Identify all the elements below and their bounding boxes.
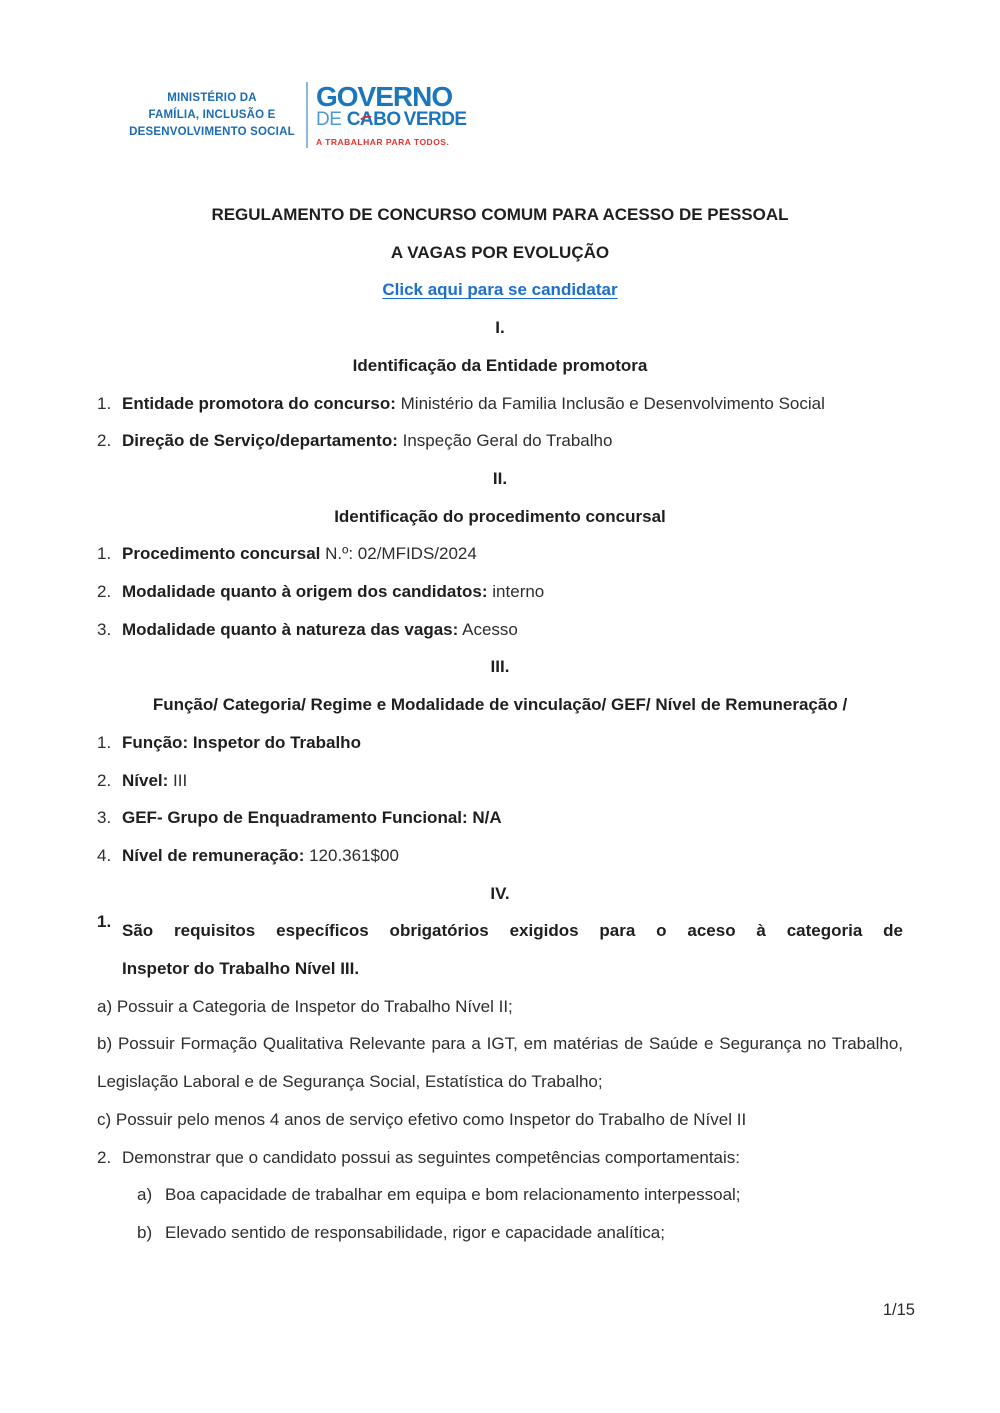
item-text xyxy=(122,762,903,800)
section1-numeral: I. xyxy=(495,318,505,338)
item-text xyxy=(122,385,903,423)
item-letter: a) xyxy=(137,1185,153,1205)
item-text: Demonstrar que o candidato possui as seguintes competências comportamentais: xyxy=(122,1147,741,1167)
page-title-line2: A VAGAS POR EVOLUÇÃO xyxy=(390,242,610,262)
section3-heading: Função/ Categoria/ Regime e Modalidade de vinculação/ GEF/ Nível de Remuneração / xyxy=(152,695,848,715)
item-label: Entidade promotora do concurso: xyxy=(122,393,396,413)
item-value: Ministério da Familia Inclusão e Desenvolvimento Social xyxy=(400,393,825,413)
logo-verde-text: VERDE xyxy=(403,108,467,130)
item-number: 1. xyxy=(97,544,112,564)
item-number: 2. xyxy=(97,770,112,790)
list-item xyxy=(97,762,903,800)
logo-cabo-verde-text xyxy=(316,108,467,130)
point-a: a) Possuir a Categoria de Inspetor do Trabalho Nível II; xyxy=(97,996,513,1016)
ministry-line: MINISTÉRIO DA xyxy=(167,91,257,104)
logo-de-text: DE xyxy=(316,108,342,130)
requirement-line2: Inspetor do Trabalho Nível III. xyxy=(122,959,360,979)
section2-numeral: II. xyxy=(492,468,508,488)
list-item xyxy=(97,385,903,423)
list-item xyxy=(97,799,903,837)
item-number: 1. xyxy=(97,393,112,413)
item-text xyxy=(122,799,903,837)
item-text: Elevado sentido de responsabilidade, rigor e capacidade analítica; xyxy=(165,1222,665,1242)
list-item xyxy=(97,837,903,875)
item-value: interno xyxy=(492,582,545,602)
item-number: 2. xyxy=(97,1147,112,1167)
item-text xyxy=(122,837,903,875)
ministry-logo-text xyxy=(124,90,300,141)
item-value: Inspeção Geral do Trabalho xyxy=(402,431,613,451)
item-text xyxy=(122,422,903,460)
sub-list-item xyxy=(97,1214,903,1252)
requirement-paragraph xyxy=(97,912,903,987)
item-label: Função: Inspetor do Trabalho xyxy=(122,732,361,752)
item-number: 3. xyxy=(97,808,112,828)
logo-tagline: A TRABALHAR PARA TODOS. xyxy=(316,136,450,147)
apply-link[interactable]: Click aqui para se candidatar xyxy=(382,280,618,300)
item-label: Nível: xyxy=(122,770,169,790)
list-item xyxy=(97,422,903,460)
item-text xyxy=(122,611,903,649)
item-number: 4. xyxy=(97,845,112,865)
list-item xyxy=(97,535,903,573)
item-label: Direção de Serviço/departamento: xyxy=(122,431,398,451)
item-number: 2. xyxy=(97,431,112,451)
page-title-line1: REGULAMENTO DE CONCURSO COMUM PARA ACESSO DE PESSOAL xyxy=(211,205,789,224)
item-text xyxy=(122,573,903,611)
list-item xyxy=(97,573,903,611)
logo-cabo-text: CABO xyxy=(346,108,401,130)
list-item xyxy=(97,724,903,762)
item-value: Acesso xyxy=(462,619,518,639)
page-number: 1/15 xyxy=(882,1301,915,1319)
ministry-line: FAMÍLIA, INCLUSÃO E xyxy=(148,108,276,121)
document-content xyxy=(97,196,903,1252)
item-text xyxy=(122,535,903,573)
item-label: Modalidade quanto à origem dos candidatos: xyxy=(122,582,488,602)
item-number: 1. xyxy=(97,912,112,932)
section3-numeral: III. xyxy=(490,657,510,677)
item-text: Boa capacidade de trabalhar em equipa e bom relacionamento interpessoal; xyxy=(165,1185,741,1205)
section2-heading: Identificação do procedimento concursal xyxy=(334,506,666,526)
section4-numeral: IV. xyxy=(490,883,510,903)
list-item xyxy=(97,611,903,649)
sub-list-item xyxy=(97,1176,903,1214)
requirement-text xyxy=(122,912,903,987)
list-item xyxy=(97,1139,903,1177)
point-c: c) Possuir pelo menos 4 anos de serviço efetivo como Inspetor do Trabalho de Nível II xyxy=(97,1109,747,1129)
item-label: GEF- Grupo de Enquadramento Funcional: N/A xyxy=(122,808,502,828)
apply-link-line xyxy=(97,271,903,309)
item-value: III xyxy=(173,770,188,790)
item-letter: b) xyxy=(137,1222,153,1242)
header-divider xyxy=(306,82,308,148)
requirement-line1: São requisitos específicos obrigatórios exigidos para o aceso à categoria de xyxy=(122,921,903,941)
item-text xyxy=(122,724,903,762)
item-label: Modalidade quanto à natureza das vagas: xyxy=(122,619,459,639)
section1-heading: Identificação da Entidade promotora xyxy=(352,355,648,375)
item-number: 2. xyxy=(97,582,112,602)
document-header xyxy=(124,80,467,148)
item-label: Nível de remuneração: xyxy=(122,845,305,865)
item-label: Procedimento concursal xyxy=(122,544,321,564)
ministry-line: DESENVOLVIMENTO SOCIAL xyxy=(129,125,295,138)
item-number: 1. xyxy=(97,732,112,752)
item-value: N.º: 02/MFIDS/2024 xyxy=(325,544,477,564)
logo-governo-text: GOVERNO xyxy=(316,80,453,112)
point-b: b) Possuir Formação Qualitativa Relevante para a IGT, em matérias de Saúde e Segurança no Trabalho, Legislação Laboral e de Segurança Social, Estatística do Trabalho; xyxy=(97,1034,903,1092)
item-number: 3. xyxy=(97,619,112,639)
governo-cabo-verde-logo xyxy=(316,80,467,147)
item-value: 120.361$00 xyxy=(309,845,399,865)
